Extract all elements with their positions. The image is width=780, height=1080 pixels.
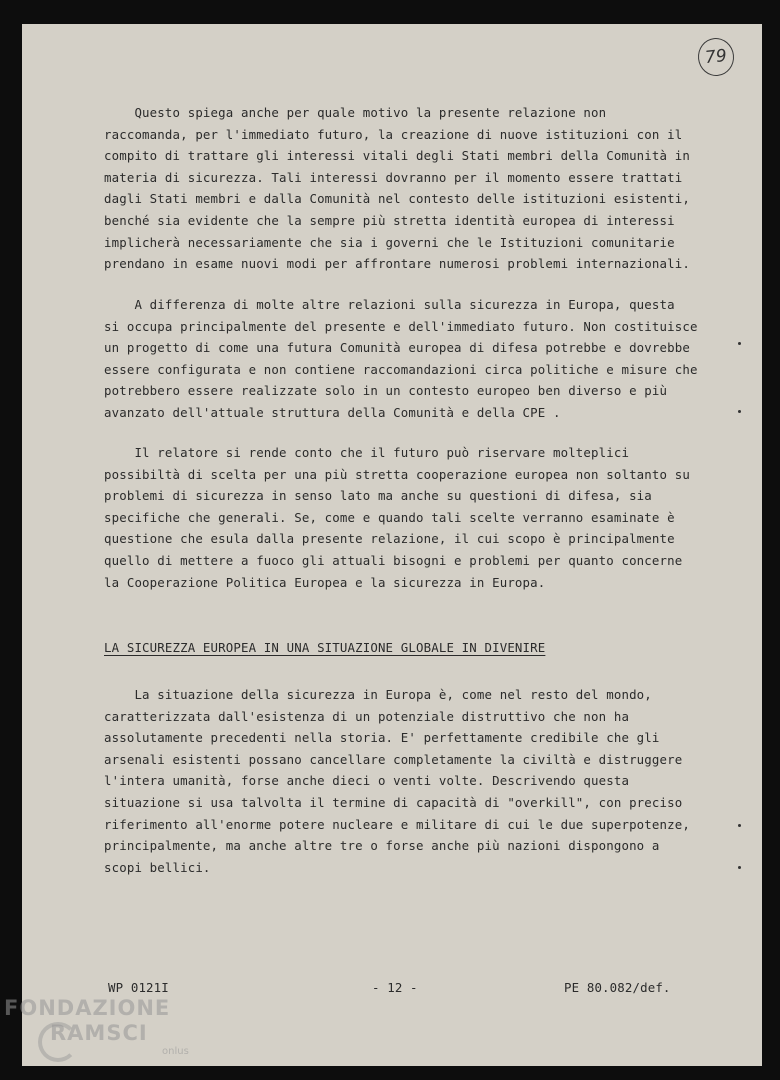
text-line: prendano in esame nuovi modi per affrontare numerosi problemi internazionali. bbox=[104, 256, 690, 272]
paragraph-2 bbox=[104, 294, 698, 424]
document-page bbox=[22, 24, 762, 1066]
text-line: principalmente, ma anche altre tre o forse anche più nazioni dispongono a bbox=[104, 838, 660, 854]
text-line: possibiltà di scelta per una più stretta cooperazione europea non soltanto su bbox=[104, 466, 690, 482]
text-line: compito di trattare gli interessi vitali degli Stati membri della Comunità in bbox=[104, 148, 690, 164]
document-reference: PE 80.082/def. bbox=[564, 980, 671, 995]
text-line: assolutamente precedenti nella storia. E' perfettamente credibile che gli bbox=[104, 730, 660, 746]
document-code: WP 0121I bbox=[108, 980, 169, 995]
page-number: - 12 - bbox=[372, 980, 418, 995]
text-line: A differenza di molte altre relazioni sulla sicurezza in Europa, questa bbox=[104, 297, 675, 312]
text-line: un progetto di come una futura Comunità europea di difesa potrebbe e dovrebbe bbox=[104, 340, 690, 356]
handwritten-page-number: 79 bbox=[696, 36, 736, 78]
text-line: dagli Stati membri e dalla Comunità nel contesto delle istituzioni esistenti, bbox=[104, 191, 690, 207]
paragraph-4 bbox=[104, 684, 694, 878]
text-line: la Cooperazione Politica Europea e la sicurezza in Europa. bbox=[104, 574, 546, 590]
margin-mark bbox=[738, 410, 741, 413]
text-line: La situazione della sicurezza in Europa è, come nel resto del mondo, bbox=[104, 687, 652, 702]
text-line: riferimento all'enorme potere nucleare e militare di cui le due superpotenze, bbox=[104, 816, 690, 832]
text-line: raccomanda, per l'immediato futuro, la creazione di nuove istituzioni con il bbox=[104, 126, 683, 142]
text-line: arsenali esistenti possano cancellare completamente la civiltà e distruggere bbox=[104, 751, 683, 767]
watermark-subtitle: onlus bbox=[162, 1046, 189, 1057]
text-line: avanzato dell'attuale struttura della Comunità e della CPE . bbox=[104, 404, 561, 420]
text-line: scopi bellici. bbox=[104, 859, 211, 875]
text-line: implicherà necessariamente che sia i governi che le Istituzioni comunitarie bbox=[104, 234, 675, 250]
text-line: si occupa principalmente del presente e dell'immediato futuro. Non costituisce bbox=[104, 318, 698, 334]
text-line: problemi di sicurezza in senso lato ma anche su questioni di difesa, sia bbox=[104, 488, 652, 504]
text-line: questione che esula dalla presente relazione, il cui scopo è principalmente bbox=[104, 531, 675, 547]
text-line: situazione si usa talvolta il termine di capacità di "overkill", con preciso bbox=[104, 794, 683, 810]
section-heading: LA SICUREZZA EUROPEA IN UNA SITUAZIONE GLOBALE IN DIVENIRE bbox=[104, 640, 546, 655]
text-line: materia di sicurezza. Tali interessi dovranno per il momento essere trattati bbox=[104, 169, 683, 185]
text-line: potrebbero essere realizzate solo in un contesto europeo ben diverso e più bbox=[104, 383, 668, 399]
watermark-line-1: FONDAZIONE bbox=[4, 996, 171, 1020]
paragraph-3 bbox=[104, 442, 694, 593]
text-line: essere configurata e non contiene raccomandazioni circa politiche e misure che bbox=[104, 361, 698, 377]
text-line: caratterizzata dall'esistenza di un potenziale distruttivo che non ha bbox=[104, 708, 630, 724]
margin-mark bbox=[738, 342, 741, 345]
watermark-line-2: RAMSCI bbox=[50, 1021, 148, 1045]
text-line: benché sia evidente che la sempre più stretta identità europea di interessi bbox=[104, 212, 675, 228]
text-line: l'intera umanità, forse anche dieci o venti volte. Descrivendo questa bbox=[104, 773, 630, 789]
text-line: Questo spiega anche per quale motivo la presente relazione non bbox=[104, 105, 607, 120]
paragraph-1 bbox=[104, 102, 694, 275]
margin-mark bbox=[738, 866, 741, 869]
text-line: quello di mettere a fuoco gli attuali bisogni e problemi per quanto concerne bbox=[104, 552, 683, 568]
text-line: specifiche che generali. Se, come e quando tali scelte verranno esaminate è bbox=[104, 509, 675, 525]
text-line: Il relatore si rende conto che il futuro può riservare molteplici bbox=[104, 445, 630, 460]
margin-mark bbox=[738, 824, 741, 827]
